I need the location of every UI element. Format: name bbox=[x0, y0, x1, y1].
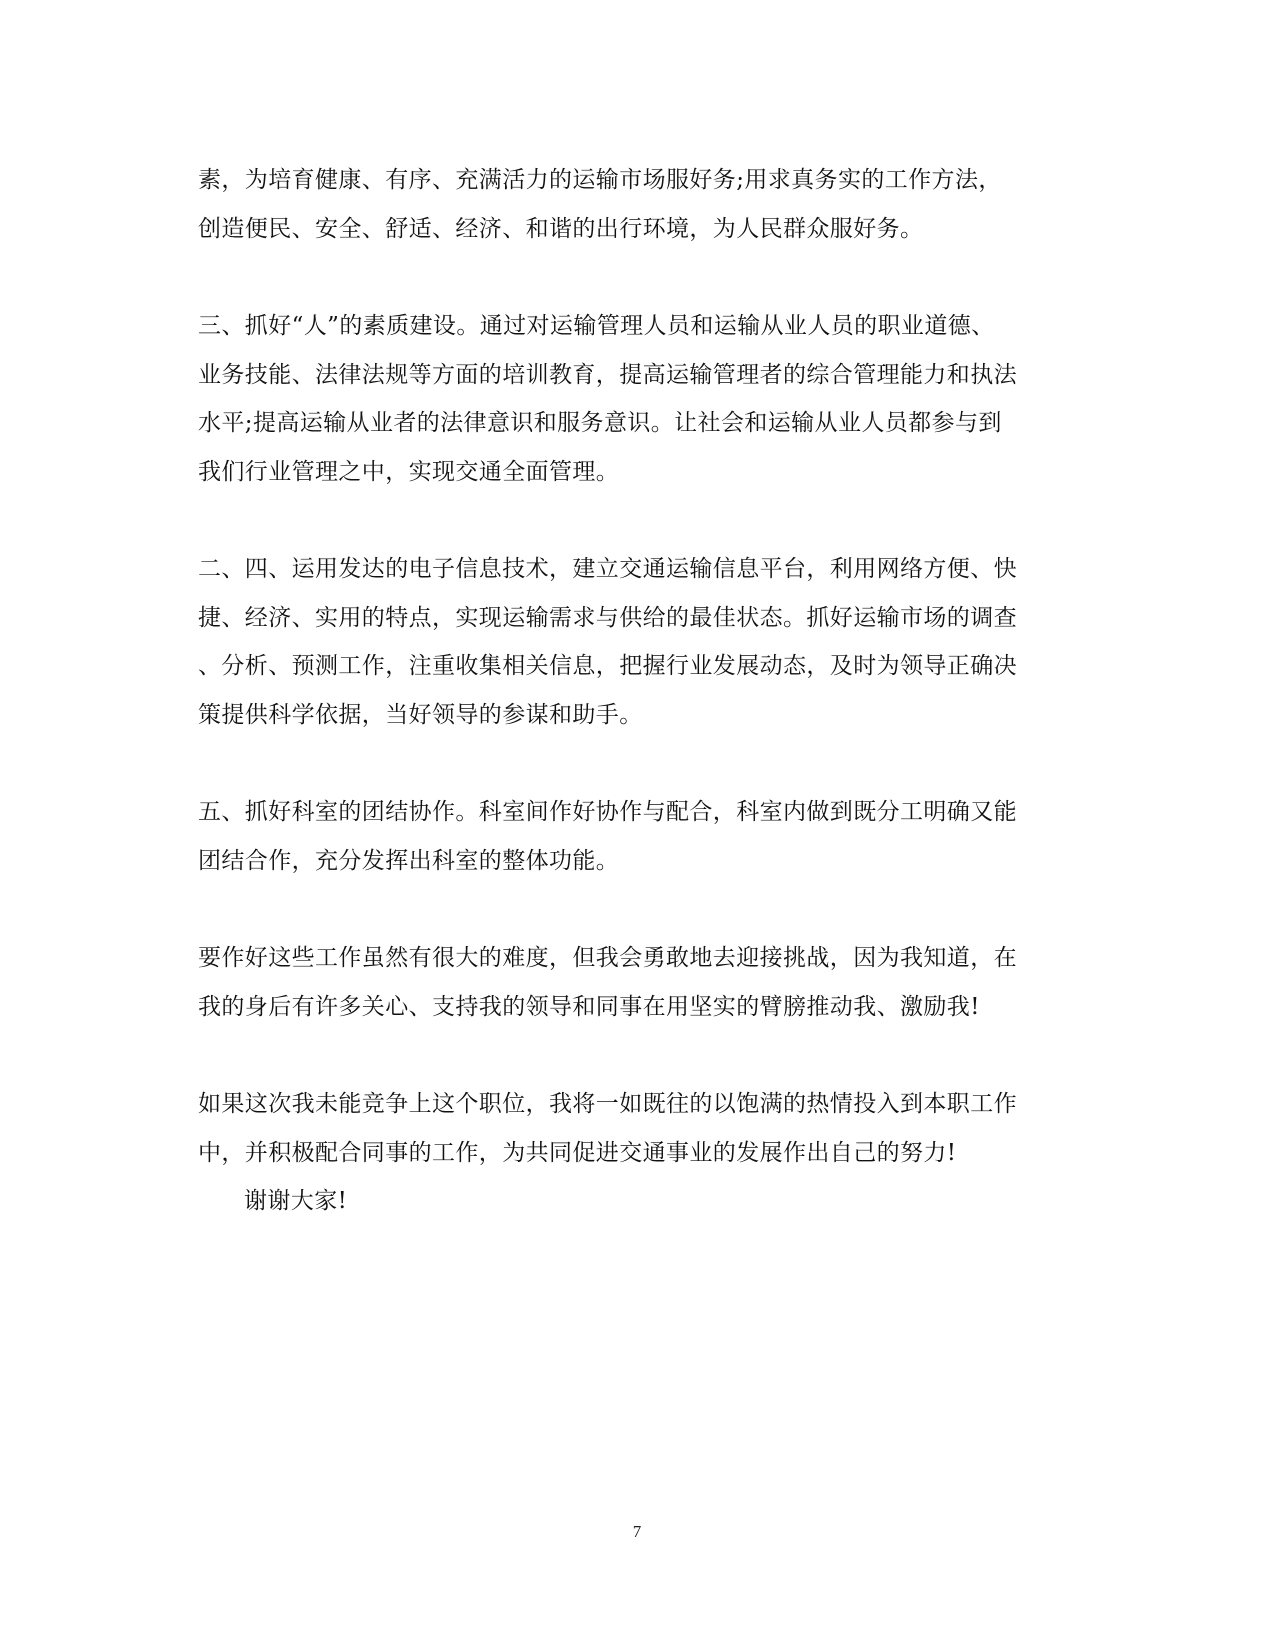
paragraph-3: 二、四、运用发达的电子信息技术，建立交通运输信息平台，利用网络方便、快 捷、经济、实用的特点，实现运输需求与供给的最佳状态。抓好运输市场的调查 、分析、预测工作，注重收集相关信息，把握行业发展动态，及时为领导正确决 策提供科学依据，当好领导的参谋和助手。 bbox=[198, 556, 1017, 728]
document-body bbox=[198, 156, 1078, 1226]
closing-line: 谢谢大家! bbox=[244, 1188, 348, 1214]
paragraph-6: 如果这次我未能竞争上这个职位，我将一如既往的以饱满的热情投入到本职工作 中，并积极配合同事的工作，为共同促进交通事业的发展作出自己的努力! bbox=[198, 1091, 1017, 1166]
paragraph-4: 五、抓好科室的团结协作。科室间作好协作与配合，科室内做到既分工明确又能 团结合作，充分发挥出科室的整体功能。 bbox=[198, 799, 1017, 874]
paragraph-1: 素，为培育健康、有序、充满活力的运输市场服好务;用求真务实的工作方法， 创造便民、安全、舒适、经济、和谐的出行环境，为人民群众服好务。 bbox=[198, 167, 1002, 242]
paragraph-2: 三、抓好“人”的素质建设。通过对运输管理人员和运输从业人员的职业道德、 业务技能、法律法规等方面的培训教育，提高运输管理者的综合管理能力和执法 水平;提高运输从业者的法律意识和服务意识。让社会和运输从业人员都参与到 我们行业管理之中，实现交通全面管理。 bbox=[198, 313, 1017, 485]
paragraph-5: 要作好这些工作虽然有很大的难度，但我会勇敢地去迎接挑战，因为我知道，在 我的身后有许多关心、支持我的领导和同事在用坚实的臂膀推动我、激励我! bbox=[198, 945, 1017, 1020]
page-number: 7 bbox=[632, 1522, 642, 1541]
